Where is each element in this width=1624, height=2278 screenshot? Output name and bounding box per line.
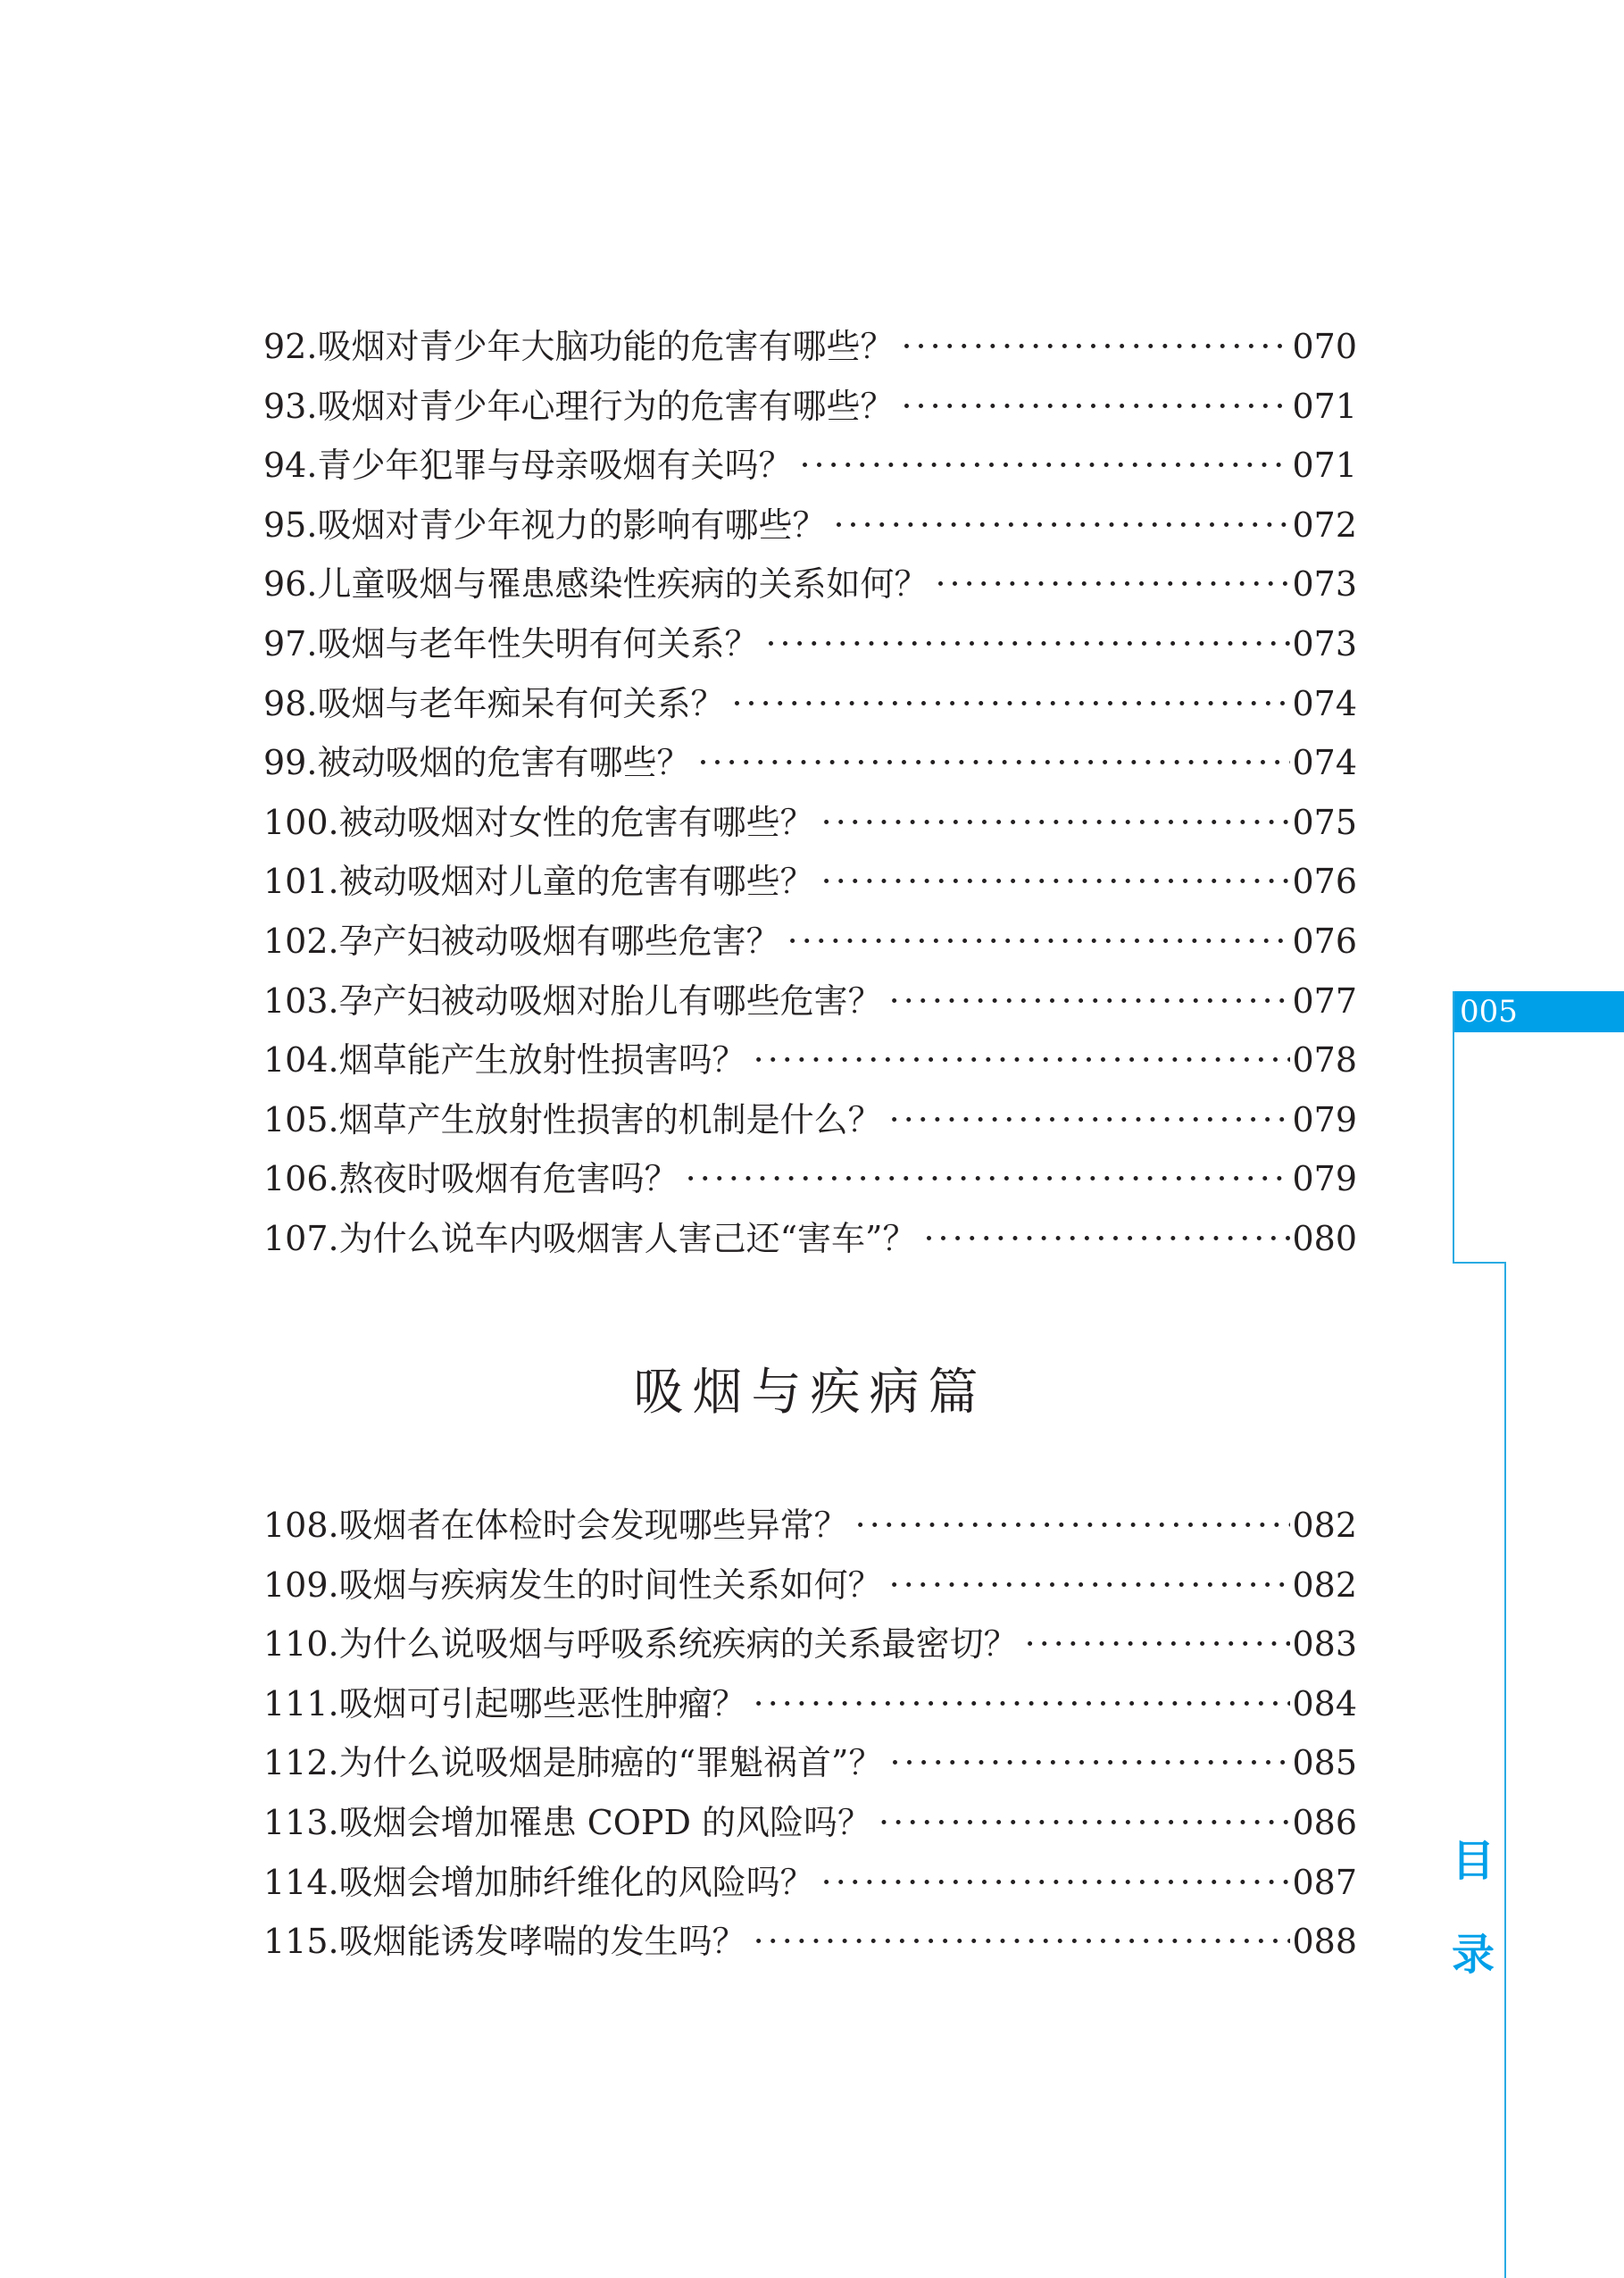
entry-page: 073 [1292, 564, 1357, 605]
toc-entry[interactable] [263, 1674, 1357, 1734]
entry-page: 077 [1292, 980, 1357, 1021]
toc-entry[interactable] [263, 1090, 1357, 1150]
side-label-mu: 目 [1451, 1836, 1495, 1886]
entry-title: 吸烟能诱发哮喘的发生吗？ [338, 1922, 746, 1962]
entry-number: 92. [263, 327, 318, 366]
entry-title: 熬夜时吸烟有危害吗？ [338, 1159, 679, 1199]
leader-dots [731, 674, 1290, 734]
entry-page: 074 [1292, 743, 1357, 783]
leader-dots [787, 912, 1291, 972]
entry-page: 070 [1292, 327, 1357, 366]
toc-entry[interactable] [263, 614, 1357, 674]
toc-entry[interactable] [263, 1031, 1357, 1090]
side-label-lu: 录 [1451, 1930, 1495, 1980]
toc-entry[interactable] [263, 1556, 1357, 1615]
entry-title: 儿童吸烟与罹患感染性疾病的关系如何？ [317, 564, 929, 605]
entry-number: 113. [263, 1802, 339, 1842]
entry-page: 080 [1292, 1218, 1357, 1258]
section-title: 吸烟与疾病篇 [633, 1364, 987, 1422]
entry-page: 086 [1292, 1802, 1357, 1842]
entry-page: 085 [1292, 1743, 1357, 1783]
toc-entry[interactable] [263, 1209, 1357, 1269]
leader-dots [686, 1149, 1291, 1209]
entry-page: 073 [1292, 623, 1357, 663]
toc-entry[interactable] [263, 793, 1357, 853]
entry-title: 被动吸烟对女性的危害有哪些？ [338, 802, 814, 842]
entry-title: 吸烟对青少年大脑功能的危害有哪些？ [317, 327, 895, 366]
entry-page: 076 [1292, 862, 1357, 902]
entry-number: 109. [263, 1565, 339, 1605]
entry-page: 087 [1292, 1862, 1357, 1902]
entry-number: 94. [263, 446, 318, 486]
toc-list-bottom [263, 1496, 1357, 1972]
toc-entry[interactable] [263, 555, 1357, 614]
entry-page: 084 [1292, 1683, 1357, 1723]
entry-number: 112. [263, 1743, 339, 1783]
entry-number: 97. [263, 623, 318, 663]
entry-title: 烟草产生放射性损害的机制是什么？ [338, 1099, 882, 1139]
entry-number: 99. [263, 743, 318, 783]
leader-dots [765, 614, 1290, 674]
leader-dots [821, 1853, 1291, 1913]
leader-dots [889, 1556, 1291, 1615]
entry-number: 93. [263, 386, 318, 426]
entry-title: 为什么说吸烟是肺癌的“罪魁祸首”？ [338, 1743, 883, 1783]
leader-dots [799, 436, 1290, 496]
entry-title: 吸烟与老年痴呆有何关系？ [317, 683, 725, 723]
leader-dots [754, 1912, 1291, 1972]
entry-page: 076 [1292, 921, 1357, 961]
toc-entry[interactable] [263, 377, 1357, 437]
entry-number: 104. [263, 1040, 339, 1081]
entry-number: 101. [263, 862, 339, 902]
toc-entry[interactable] [263, 1496, 1357, 1556]
toc-entry[interactable] [263, 674, 1357, 734]
entry-number: 98. [263, 683, 318, 723]
entry-page: 083 [1292, 1624, 1357, 1665]
entry-number: 95. [263, 505, 318, 545]
toc-entry[interactable] [263, 1615, 1357, 1674]
entry-number: 102. [263, 921, 339, 961]
leader-dots [833, 496, 1290, 555]
entry-number: 107. [263, 1218, 339, 1258]
entry-number: 111. [263, 1683, 339, 1723]
toc-entry[interactable] [263, 1912, 1357, 1972]
tab-border-line [1504, 1262, 1506, 2278]
entry-title: 吸烟对青少年心理行为的危害有哪些？ [317, 386, 895, 426]
entry-title: 吸烟者在体检时会发现哪些异常？ [338, 1506, 848, 1545]
entry-page: 075 [1292, 802, 1357, 842]
entry-title: 吸烟与疾病发生的时间性关系如何？ [338, 1565, 882, 1605]
tab-border-line [1453, 991, 1454, 1264]
toc-entry[interactable] [263, 852, 1357, 912]
toc-entry[interactable] [263, 317, 1357, 377]
entry-number: 105. [263, 1099, 339, 1139]
entry-page: 079 [1292, 1099, 1357, 1139]
entry-number: 100. [263, 802, 339, 842]
entry-number: 108. [263, 1506, 339, 1545]
leader-dots [1025, 1615, 1291, 1674]
leader-dots [754, 1674, 1291, 1734]
leader-dots [821, 793, 1291, 853]
entry-title: 吸烟对青少年视力的影响有哪些？ [317, 505, 827, 545]
leader-dots [855, 1496, 1291, 1556]
leader-dots [889, 1090, 1291, 1150]
entry-number: 96. [263, 564, 318, 605]
leader-dots [889, 1733, 1290, 1793]
entry-number: 110. [263, 1624, 339, 1665]
toc-entry[interactable] [263, 496, 1357, 555]
entry-title: 为什么说车内吸烟害人害己还“害车”？ [338, 1218, 917, 1258]
entry-page: 072 [1292, 505, 1357, 545]
toc-entry[interactable] [263, 912, 1357, 972]
toc-entry[interactable] [263, 1149, 1357, 1209]
leader-dots [923, 1209, 1290, 1269]
leader-dots [697, 733, 1290, 793]
toc-entry[interactable] [263, 1853, 1357, 1913]
entry-title: 烟草能产生放射性损害吗？ [338, 1040, 746, 1081]
leader-dots [889, 972, 1291, 1031]
toc-entry[interactable] [263, 1733, 1357, 1793]
toc-entry[interactable] [263, 436, 1357, 496]
leader-dots [901, 377, 1290, 437]
entry-page: 071 [1292, 386, 1357, 426]
entry-title: 孕产妇被动吸烟对胎儿有哪些危害？ [338, 980, 882, 1021]
toc-entry[interactable] [263, 972, 1357, 1031]
entry-title: 吸烟会增加罹患 COPD 的风险吗？ [338, 1802, 872, 1842]
entry-number: 103. [263, 980, 339, 1021]
entry-title: 被动吸烟对儿童的危害有哪些？ [338, 862, 814, 902]
entry-title: 吸烟会增加肺纤维化的风险吗？ [338, 1862, 814, 1902]
leader-dots [901, 317, 1290, 377]
entry-title: 被动吸烟的危害有哪些？ [317, 743, 691, 783]
entry-page: 082 [1292, 1565, 1357, 1605]
tab-border-line [1453, 1262, 1506, 1264]
entry-title: 吸烟可引起哪些恶性肿瘤？ [338, 1683, 746, 1723]
entry-page: 071 [1292, 446, 1357, 486]
entry-title: 青少年犯罪与母亲吸烟有关吗？ [317, 446, 793, 486]
entry-title: 吸烟与老年性失明有何关系？ [317, 623, 759, 663]
toc-entry[interactable] [263, 1793, 1357, 1853]
toc-list-top [263, 317, 1357, 1269]
entry-page: 079 [1292, 1159, 1357, 1199]
entry-number: 114. [263, 1862, 339, 1902]
leader-dots [821, 852, 1291, 912]
entry-title: 孕产妇被动吸烟有哪些危害？ [338, 921, 780, 961]
entry-page: 082 [1292, 1506, 1357, 1545]
entry-page: 088 [1292, 1922, 1357, 1962]
entry-title: 为什么说吸烟与呼吸系统疾病的关系最密切？ [338, 1624, 1018, 1665]
toc-entry[interactable] [263, 733, 1357, 793]
page-number: 005 [1460, 994, 1518, 1030]
leader-dots [935, 555, 1290, 614]
entry-number: 115. [263, 1922, 339, 1962]
entry-page: 074 [1292, 683, 1357, 723]
leader-dots [754, 1031, 1291, 1090]
entry-page: 078 [1292, 1040, 1357, 1081]
leader-dots [879, 1793, 1290, 1853]
entry-number: 106. [263, 1159, 339, 1199]
